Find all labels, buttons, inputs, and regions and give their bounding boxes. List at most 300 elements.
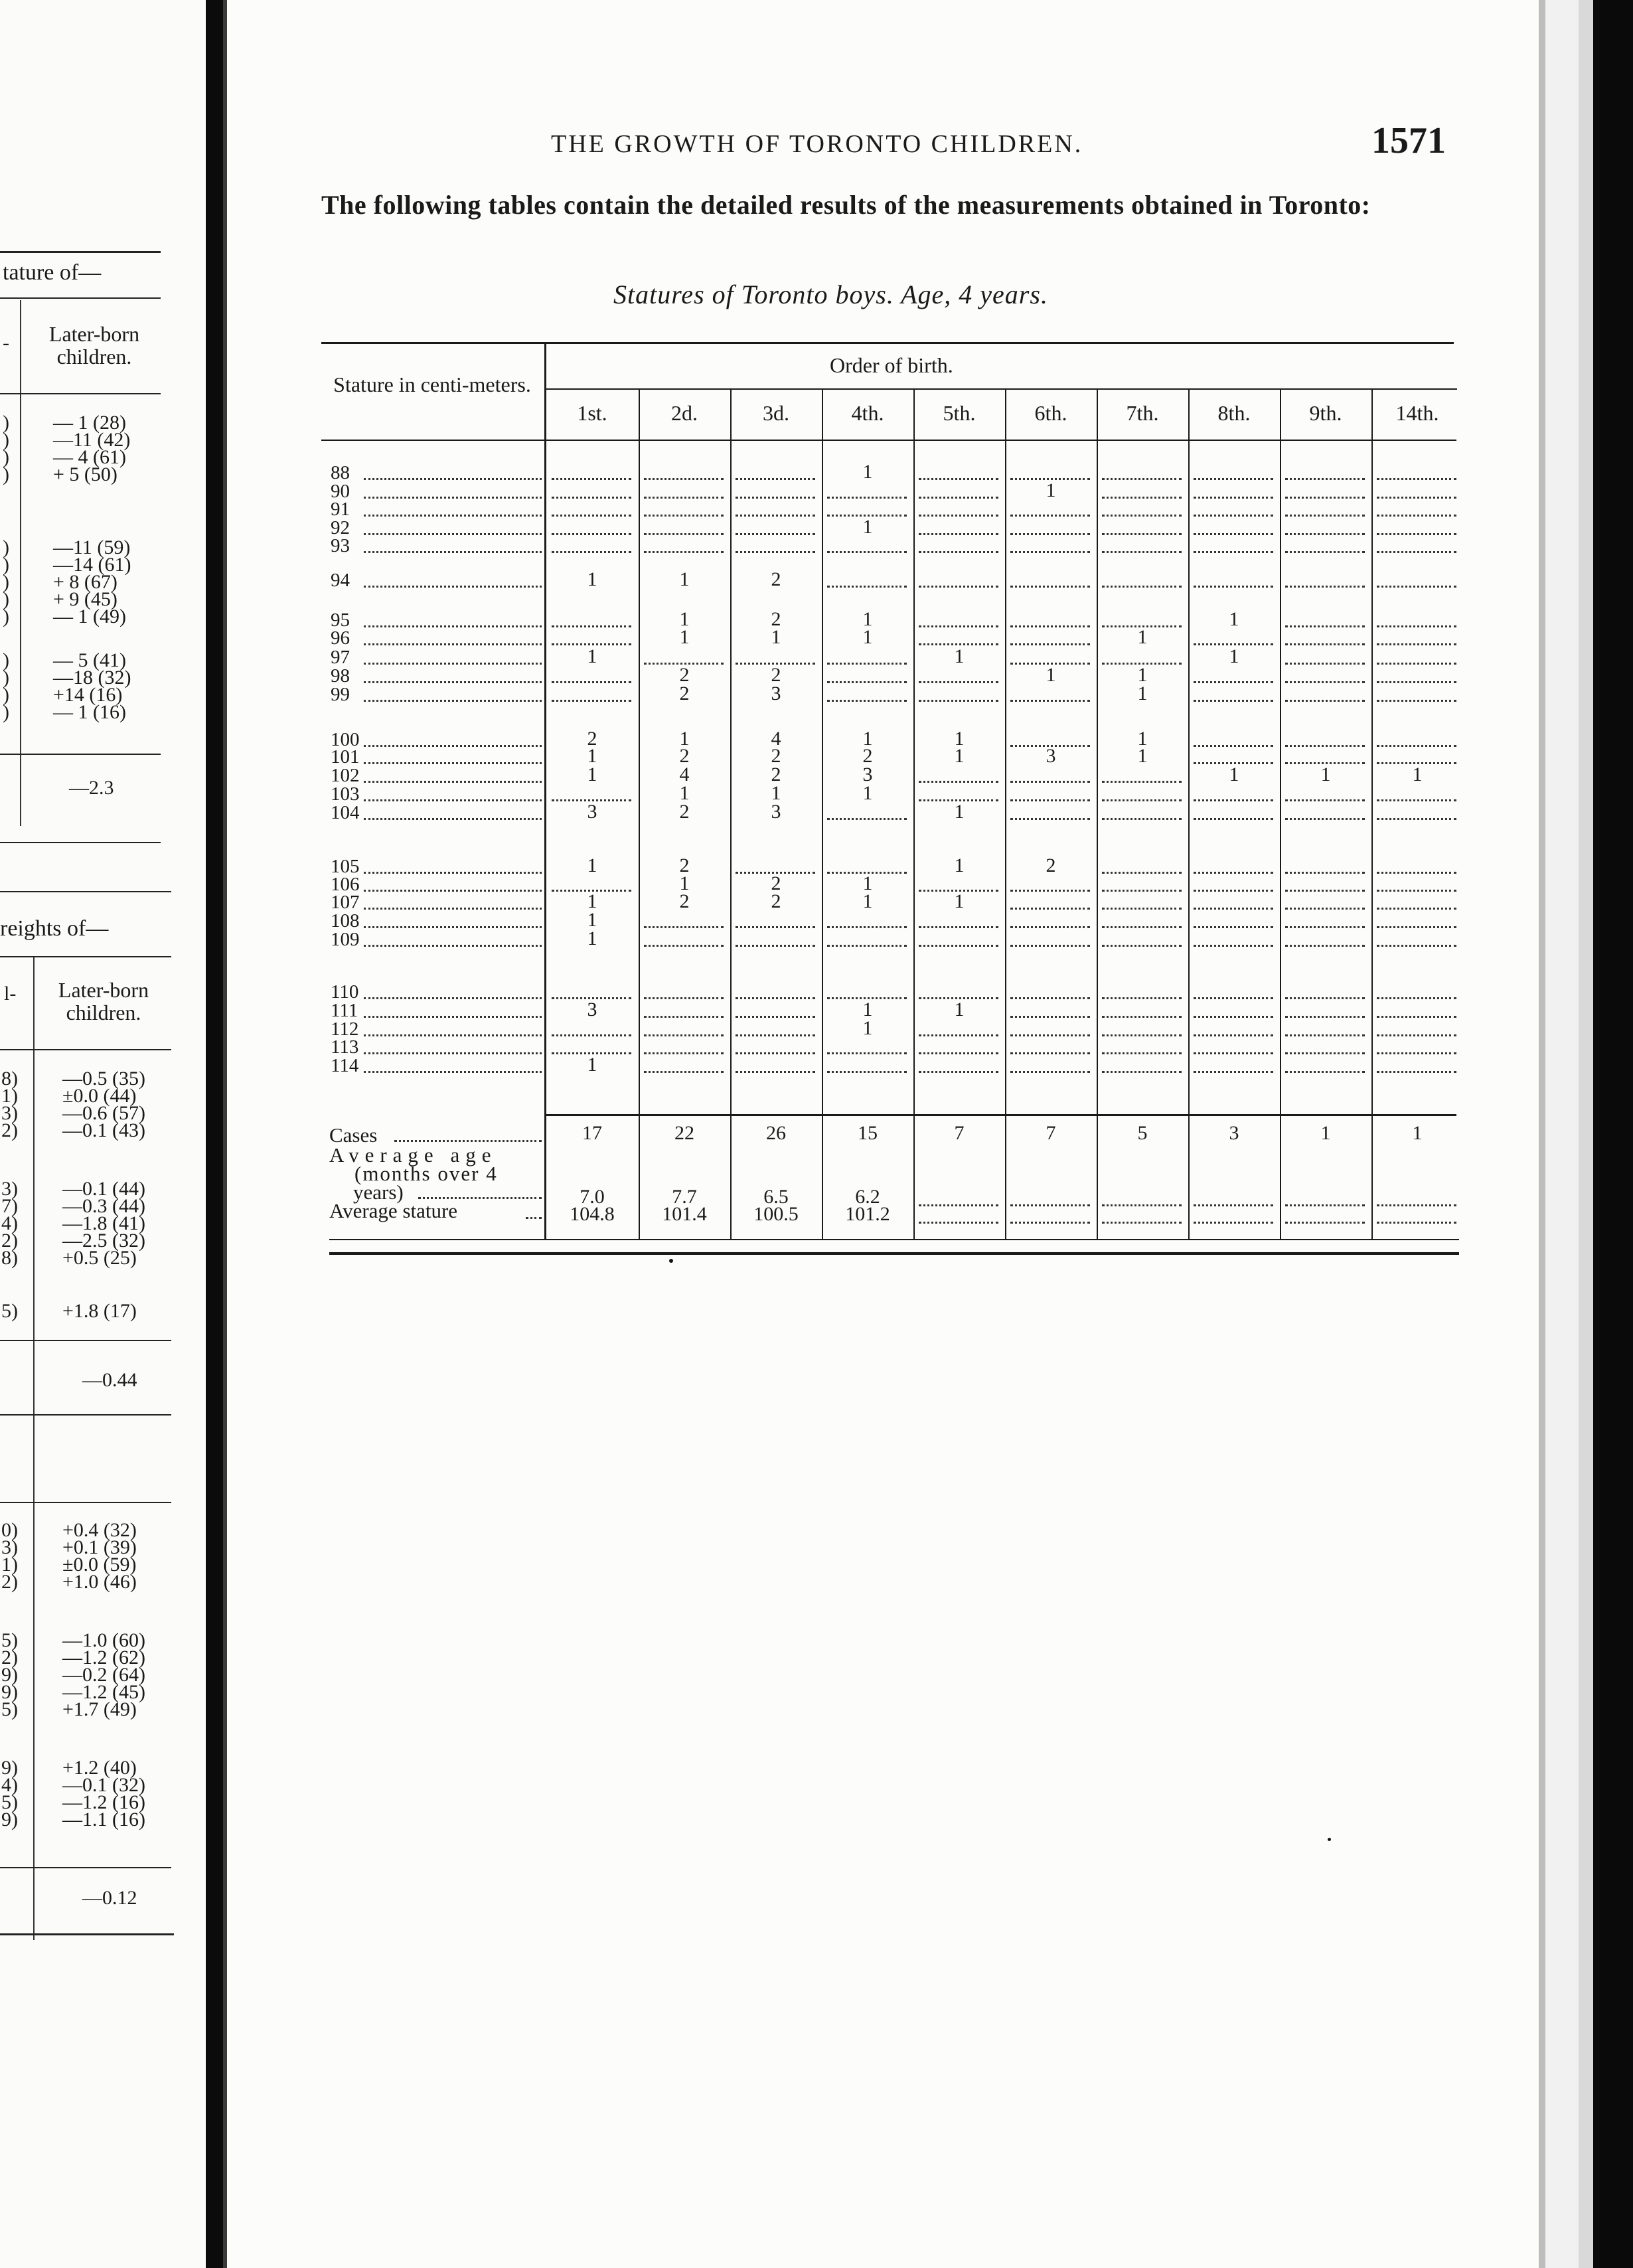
- left-rule: [0, 251, 161, 253]
- table-cell: 1: [1046, 664, 1056, 686]
- left-value: —18 (32): [53, 667, 131, 688]
- left-paren: 8): [1, 1068, 18, 1090]
- empty-cell-dots: [827, 551, 907, 553]
- average-age-value: 6.2: [855, 1186, 880, 1208]
- table-cell: 4: [771, 728, 781, 750]
- table-bottom-rule: [329, 1239, 1459, 1240]
- empty-cell-dots: [552, 700, 631, 702]
- empty-cell-dots: [1377, 478, 1456, 480]
- empty-cell-dots: [736, 1034, 815, 1036]
- stature-label: 106: [331, 874, 360, 895]
- empty-cell-dots: [1194, 818, 1273, 820]
- cases-value: 5: [1137, 1122, 1148, 1144]
- left-col-dash: l-: [4, 983, 17, 1005]
- empty-cell-dots: [919, 926, 998, 928]
- empty-cell-dots: [919, 1071, 998, 1073]
- empty-cell-dots: [1377, 663, 1456, 665]
- left-rule: [0, 393, 161, 394]
- leader-dots: [364, 997, 542, 999]
- left-value: —1.2 (62): [62, 1647, 145, 1668]
- left-rule: [0, 1340, 171, 1341]
- stature-label: 90: [331, 481, 350, 502]
- empty-cell-dots: [552, 681, 631, 683]
- empty-cell-dots: [644, 1034, 724, 1036]
- leader-dots: [364, 700, 542, 702]
- empty-cell-dots: [1377, 745, 1456, 747]
- empty-cell-dots: [644, 1071, 724, 1073]
- empty-cell-dots: [827, 586, 907, 588]
- empty-cell-dots: [644, 478, 724, 480]
- column-header: 6th.: [1034, 401, 1067, 425]
- left-value: +0.1 (39): [62, 1536, 137, 1558]
- empty-cell-dots: [1102, 1034, 1182, 1036]
- left-rule: [0, 1414, 171, 1416]
- left-value: —14 (61): [53, 554, 131, 576]
- empty-cell-dots: [1194, 1222, 1273, 1224]
- table-cell: 2: [587, 728, 597, 750]
- empty-cell-dots: [1377, 1034, 1456, 1036]
- left-paren: 9): [1, 1681, 18, 1703]
- column-header: 5th.: [943, 401, 976, 425]
- left-value: +0.4 (32): [62, 1519, 137, 1541]
- stature-label: 111: [331, 1000, 358, 1021]
- empty-cell-dots: [1010, 643, 1090, 645]
- stature-label: 88: [331, 462, 350, 483]
- left-paren: 2): [1, 1119, 18, 1141]
- book-gutter: [206, 0, 223, 2268]
- average-age-label-2: (months over 4: [354, 1162, 498, 1185]
- empty-cell-dots: [644, 1016, 724, 1018]
- empty-cell-dots: [1102, 945, 1182, 947]
- empty-cell-dots: [1285, 515, 1365, 517]
- table-cell: 1: [862, 999, 873, 1020]
- page-number: 1571: [1371, 120, 1446, 161]
- table-cell: 1: [587, 568, 597, 590]
- table-cell: 1: [1137, 728, 1148, 750]
- left-paren: ): [3, 429, 9, 451]
- left-paren: 5): [1, 1791, 18, 1813]
- empty-cell-dots: [1194, 700, 1273, 702]
- intro-paragraph: The following tables contain the detailed results of the measurements obtained in Toronto:: [321, 190, 1371, 220]
- left-rule: [0, 1049, 171, 1050]
- empty-cell-dots: [736, 515, 815, 517]
- table-top-rule: [321, 342, 1454, 344]
- empty-cell-dots: [1010, 818, 1090, 820]
- empty-cell-dots: [1102, 872, 1182, 874]
- table-cell: 1: [679, 608, 690, 630]
- empty-cell-dots: [1377, 799, 1456, 801]
- left-paren: ): [3, 536, 9, 558]
- empty-cell-dots: [1285, 997, 1365, 999]
- table-cell: 1: [771, 782, 781, 804]
- empty-cell-dots: [1377, 872, 1456, 874]
- table-cell: 1: [862, 626, 873, 648]
- left-value: + 5 (50): [53, 463, 117, 485]
- stature-label: 110: [331, 981, 359, 1003]
- left-paren: 0): [1, 1519, 18, 1541]
- empty-cell-dots: [1377, 1071, 1456, 1073]
- left-paren: 2): [1, 1647, 18, 1668]
- empty-cell-dots: [736, 497, 815, 499]
- leader-dots: [364, 1052, 542, 1054]
- empty-cell-dots: [644, 945, 724, 947]
- table-cell: 2: [771, 608, 781, 630]
- table-cell: 1: [771, 626, 781, 648]
- empty-cell-dots: [1285, 1034, 1365, 1036]
- leader-dots: [364, 799, 542, 801]
- stature-label: 107: [331, 892, 360, 913]
- empty-cell-dots: [1010, 926, 1090, 928]
- left-paren: 3): [1, 1536, 18, 1558]
- page-edge: [1539, 0, 1545, 2268]
- empty-cell-dots: [1102, 908, 1182, 910]
- empty-cell-dots: [1377, 818, 1456, 820]
- empty-cell-dots: [1102, 1204, 1182, 1206]
- left-value: — 1 (49): [53, 606, 126, 627]
- table-cell: 2: [679, 664, 690, 686]
- leader-dots: [364, 1034, 542, 1036]
- empty-cell-dots: [1377, 681, 1456, 683]
- empty-cell-dots: [1285, 663, 1365, 665]
- column-header: 4th.: [851, 401, 884, 425]
- table-cell: 1: [587, 890, 597, 912]
- left-subheading-2: Later-born children.: [58, 978, 149, 1024]
- table-cell: 4: [679, 764, 690, 785]
- table-cell: 1: [954, 890, 965, 912]
- empty-cell-dots: [1194, 926, 1273, 928]
- table-cell: 2: [771, 872, 781, 894]
- leader-dots: [364, 872, 542, 874]
- left-value: —2.5 (32): [62, 1230, 145, 1252]
- table-cell: 2: [862, 745, 873, 767]
- empty-cell-dots: [919, 497, 998, 499]
- leader-dots: [364, 515, 542, 517]
- table-cell: 1: [1229, 608, 1239, 630]
- table-cell: 1: [587, 645, 597, 667]
- left-value: +1.8 (17): [62, 1300, 137, 1322]
- empty-cell-dots: [1285, 799, 1365, 801]
- stature-label: 109: [331, 929, 360, 950]
- table-bottom-rule: [329, 1252, 1459, 1255]
- leader-dots: [394, 1140, 542, 1142]
- empty-cell-dots: [1102, 926, 1182, 928]
- stature-label: 98: [331, 665, 350, 687]
- empty-cell-dots: [1194, 1016, 1273, 1018]
- scan-border: [1593, 0, 1633, 2268]
- empty-cell-dots: [736, 533, 815, 535]
- table-cell: 1: [679, 782, 690, 804]
- left-paren: ): [3, 463, 9, 485]
- page-edge: [1579, 0, 1593, 2268]
- column-rule: [1371, 390, 1373, 1240]
- left-paren: 1): [1, 1554, 18, 1576]
- empty-cell-dots: [1102, 818, 1182, 820]
- average-stature-value: 104.8: [570, 1203, 615, 1225]
- empty-cell-dots: [552, 551, 631, 553]
- table-cell: 2: [771, 745, 781, 767]
- left-paren: 9): [1, 1757, 18, 1779]
- table-cell: 2: [679, 745, 690, 767]
- empty-cell-dots: [827, 1052, 907, 1054]
- empty-cell-dots: [1377, 1016, 1456, 1018]
- average-age-value: 7.0: [580, 1186, 605, 1208]
- stature-label: 102: [331, 765, 360, 786]
- empty-cell-dots: [1194, 1034, 1273, 1036]
- left-col-dash: -: [3, 332, 9, 354]
- empty-cell-dots: [1194, 745, 1273, 747]
- left-paren: 9): [1, 1664, 18, 1686]
- left-paren: 9): [1, 1809, 18, 1830]
- empty-cell-dots: [919, 586, 998, 588]
- table-cell: 1: [1412, 764, 1423, 785]
- left-paren: ): [3, 667, 9, 688]
- empty-cell-dots: [1102, 478, 1182, 480]
- table-cell: 2: [679, 801, 690, 823]
- empty-cell-dots: [1010, 1204, 1090, 1206]
- empty-cell-dots: [919, 1052, 998, 1054]
- empty-cell-dots: [552, 478, 631, 480]
- table-cell: 1: [954, 854, 965, 876]
- average-age-label: Average age: [329, 1143, 497, 1167]
- stature-label: 99: [331, 684, 350, 705]
- table-cell: 2: [1046, 854, 1056, 876]
- empty-cell-dots: [1010, 997, 1090, 999]
- empty-cell-dots: [1010, 700, 1090, 702]
- cases-value: 1: [1412, 1122, 1423, 1144]
- table-cell: 1: [679, 872, 690, 894]
- average-stature-value: 101.4: [662, 1203, 707, 1225]
- left-rule: [0, 956, 171, 957]
- table-cell: 1: [862, 516, 873, 538]
- average-age-value: 7.7: [672, 1186, 697, 1208]
- left-value: —1.1 (16): [62, 1809, 145, 1830]
- table-cell: 1: [862, 782, 873, 804]
- cases-value: 7: [1046, 1122, 1056, 1144]
- left-vrule: [20, 394, 21, 826]
- empty-cell-dots: [1377, 515, 1456, 517]
- left-heading-1: tature of—: [3, 260, 102, 285]
- table-cell: 2: [771, 664, 781, 686]
- empty-cell-dots: [1285, 700, 1365, 702]
- stature-label: 103: [331, 783, 360, 805]
- left-paren: 3): [1, 1178, 18, 1200]
- left-paren: 8): [1, 1247, 18, 1269]
- leader-dots: [364, 681, 542, 683]
- empty-cell-dots: [1285, 586, 1365, 588]
- empty-cell-dots: [1377, 497, 1456, 499]
- empty-cell-dots: [1285, 478, 1365, 480]
- left-value: —0.3 (44): [62, 1195, 145, 1217]
- table-cell: 1: [587, 854, 597, 876]
- left-value: — 1 (16): [53, 701, 126, 723]
- stature-label: 108: [331, 910, 360, 932]
- left-rule: [0, 1933, 174, 1935]
- stature-label: 95: [331, 609, 350, 631]
- column-rule: [1280, 390, 1281, 1240]
- table-cell: 2: [771, 568, 781, 590]
- leader-dots: [364, 818, 542, 820]
- table-caption: Statures of Toronto boys. Age, 4 years.: [613, 280, 1048, 309]
- empty-cell-dots: [736, 1016, 815, 1018]
- leader-dots: [364, 1016, 542, 1018]
- empty-cell-dots: [1010, 625, 1090, 627]
- cases-value: 15: [858, 1122, 878, 1144]
- empty-cell-dots: [1102, 533, 1182, 535]
- stature-label: 100: [331, 729, 360, 750]
- empty-cell-dots: [736, 997, 815, 999]
- average-stature-value: 101.2: [845, 1203, 890, 1225]
- left-paren: ): [3, 684, 9, 706]
- empty-cell-dots: [1194, 551, 1273, 553]
- empty-cell-dots: [919, 1034, 998, 1036]
- empty-cell-dots: [1010, 1034, 1090, 1036]
- column-header: 9th.: [1309, 401, 1342, 425]
- table-cell: 1: [679, 728, 690, 750]
- column-rule: [639, 390, 640, 1240]
- book-gutter-edge: [223, 0, 227, 2268]
- table-cell: 2: [679, 890, 690, 912]
- empty-cell-dots: [1377, 890, 1456, 892]
- empty-cell-dots: [1285, 872, 1365, 874]
- empty-cell-dots: [1285, 1016, 1365, 1018]
- empty-cell-dots: [1377, 1052, 1456, 1054]
- left-value: — 4 (61): [53, 446, 126, 468]
- table-cell: 1: [587, 745, 597, 767]
- leader-dots: [364, 890, 542, 892]
- stature-label: 112: [331, 1018, 359, 1040]
- empty-cell-dots: [644, 1052, 724, 1054]
- empty-cell-dots: [827, 945, 907, 947]
- stature-label: 96: [331, 627, 350, 649]
- empty-cell-dots: [644, 551, 724, 553]
- average-age-label-3: years): [353, 1180, 404, 1204]
- cases-value: 3: [1229, 1122, 1239, 1144]
- table-cell: 1: [862, 608, 873, 630]
- left-value: —1.2 (16): [62, 1791, 145, 1813]
- left-value: + 9 (45): [53, 588, 117, 610]
- left-paren: ): [3, 571, 9, 593]
- empty-cell-dots: [827, 700, 907, 702]
- table-cell: 3: [771, 683, 781, 704]
- left-value: —0.1 (44): [62, 1178, 145, 1200]
- left-value: — 5 (41): [53, 649, 126, 671]
- leader-dots: [364, 478, 542, 480]
- empty-cell-dots: [919, 700, 998, 702]
- group-header-rule: [546, 388, 1457, 390]
- table-cell: 3: [1046, 745, 1056, 767]
- empty-cell-dots: [1194, 497, 1273, 499]
- left-value: +1.0 (46): [62, 1571, 137, 1593]
- empty-cell-dots: [736, 1052, 815, 1054]
- empty-cell-dots: [1010, 908, 1090, 910]
- empty-cell-dots: [1010, 781, 1090, 783]
- cases-value: 1: [1320, 1122, 1331, 1144]
- table-cell: 1: [1137, 626, 1148, 648]
- empty-cell-dots: [919, 1204, 998, 1206]
- leader-dots: [364, 551, 542, 553]
- left-value: +0.5 (25): [62, 1247, 137, 1269]
- empty-cell-dots: [1285, 643, 1365, 645]
- table-cell: 1: [954, 728, 965, 750]
- empty-cell-dots: [1285, 908, 1365, 910]
- empty-cell-dots: [736, 945, 815, 947]
- empty-cell-dots: [1102, 1052, 1182, 1054]
- left-paren: 2): [1, 1571, 18, 1593]
- ink-speck: [669, 1259, 673, 1263]
- empty-cell-dots: [1010, 1071, 1090, 1073]
- column-rule: [822, 390, 823, 1240]
- empty-cell-dots: [1377, 908, 1456, 910]
- left-value: —0.6 (57): [62, 1102, 145, 1124]
- empty-cell-dots: [1377, 643, 1456, 645]
- empty-cell-dots: [1194, 1204, 1273, 1206]
- empty-cell-dots: [1194, 890, 1273, 892]
- empty-cell-dots: [1102, 997, 1182, 999]
- stub-header: Stature in centi-meters.: [333, 372, 531, 396]
- left-value: +1.7 (49): [62, 1698, 137, 1720]
- leader-dots: [364, 745, 542, 747]
- stature-label: 113: [331, 1036, 359, 1058]
- empty-cell-dots: [827, 1071, 907, 1073]
- empty-cell-dots: [552, 1034, 631, 1036]
- left-paren: 4): [1, 1774, 18, 1796]
- table-cell: 1: [1137, 745, 1148, 767]
- left-value: ±0.0 (44): [62, 1085, 137, 1107]
- average-stature-value: 100.5: [753, 1203, 799, 1225]
- stature-label: 94: [331, 570, 350, 591]
- table-cell: 1: [1137, 683, 1148, 704]
- empty-cell-dots: [1102, 890, 1182, 892]
- empty-cell-dots: [919, 551, 998, 553]
- empty-cell-dots: [1285, 1071, 1365, 1073]
- table-cell: 3: [771, 801, 781, 823]
- left-paren: 4): [1, 1212, 18, 1234]
- empty-cell-dots: [1010, 586, 1090, 588]
- table-cell: 1: [1229, 645, 1239, 667]
- empty-cell-dots: [1010, 533, 1090, 535]
- empty-cell-dots: [1194, 1052, 1273, 1054]
- leader-dots: [364, 643, 542, 645]
- table-cell: 1: [587, 928, 597, 949]
- column-header: 1st.: [577, 401, 607, 425]
- leader-dots: [364, 663, 542, 665]
- left-paren: 5): [1, 1629, 18, 1651]
- left-total-3: —0.12: [82, 1887, 137, 1909]
- table-cell: 1: [1320, 764, 1331, 785]
- table-cell: 1: [1229, 764, 1239, 785]
- left-paren: 3): [1, 1102, 18, 1124]
- table-cell: 1: [679, 626, 690, 648]
- left-rule: [0, 842, 161, 843]
- empty-cell-dots: [1102, 1071, 1182, 1073]
- column-rule: [1188, 390, 1190, 1240]
- page-edge: [1545, 0, 1579, 2268]
- left-value: —0.2 (64): [62, 1664, 145, 1686]
- leader-dots: [364, 926, 542, 928]
- table-cell: 1: [954, 645, 965, 667]
- left-value: + 8 (67): [53, 571, 117, 593]
- left-total-2: —0.44: [82, 1369, 137, 1391]
- leader-dots: [364, 533, 542, 535]
- empty-cell-dots: [1285, 818, 1365, 820]
- left-value: —11 (59): [53, 536, 131, 558]
- empty-cell-dots: [1377, 586, 1456, 588]
- table-cell: 1: [862, 890, 873, 912]
- empty-cell-dots: [644, 497, 724, 499]
- empty-cell-dots: [1194, 799, 1273, 801]
- empty-cell-dots: [552, 515, 631, 517]
- column-header: 7th.: [1126, 401, 1159, 425]
